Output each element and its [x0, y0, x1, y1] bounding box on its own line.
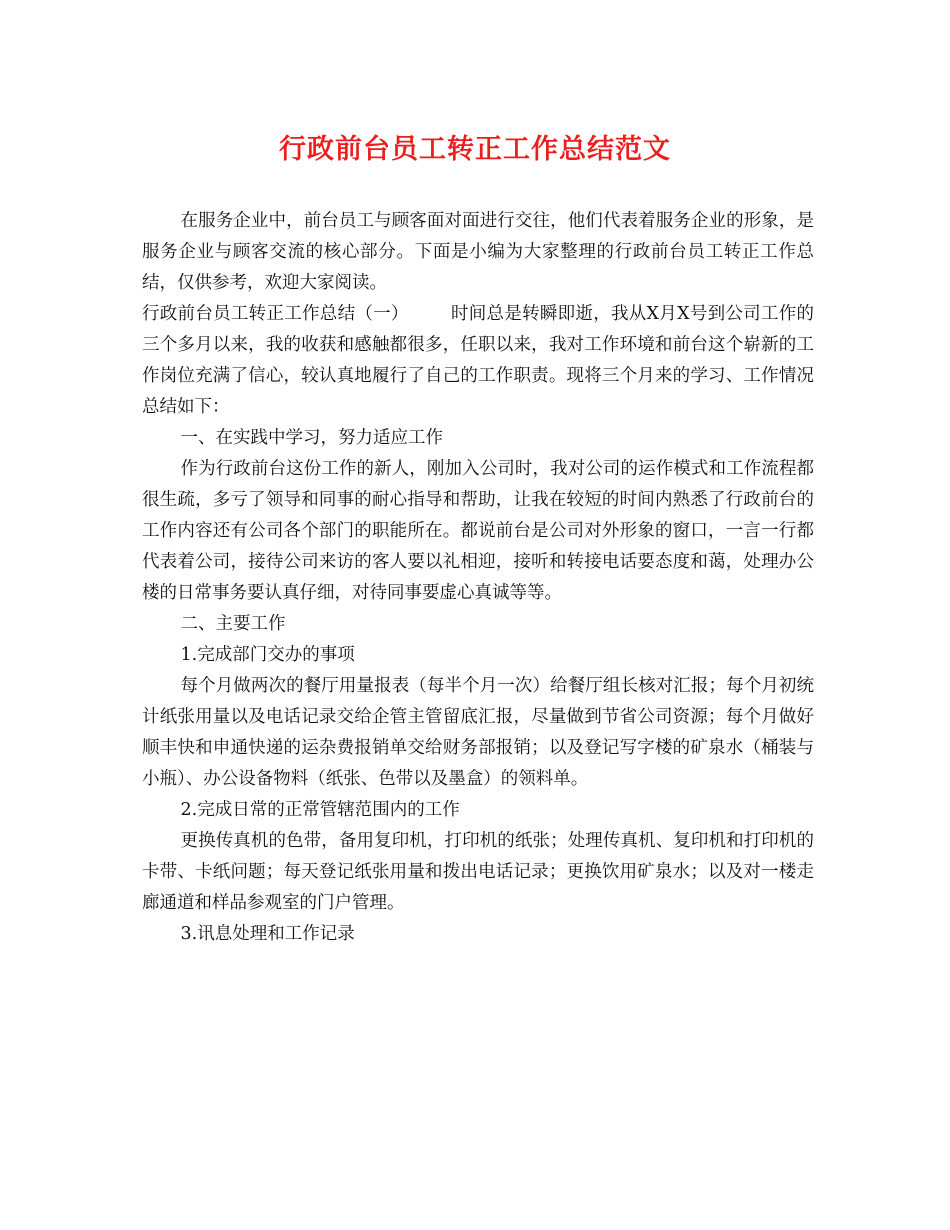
intro-paragraph: 在服务企业中，前台员工与顾客面对面进行交往，他们代表着服务企业的形象，是服务企业与顾客交流的核心部分。下面是小编为大家整理的行政前台员工转正工作总结，仅供参考，欢迎大家阅读。: [142, 211, 814, 293]
heading-main-work: 二、主要工作: [180, 614, 286, 634]
section1-opening: 时间总是转瞬即逝，我从X月X号到公司工作的三个多月以来，我的收获和感触都很多，任职以来，我对工作环境和前台这个崭新的工作岗位充满了信心，较认真地履行了自己的工作职责。现将三个月来的学习、工作情况总结如下：: [142, 304, 814, 417]
heading-practice: 一、在实践中学习，努力适应工作: [180, 428, 443, 448]
department-tasks-paragraph: 每个月做两次的餐厅用量报表（每半个月一次）给餐厅组长核对汇报；每个月初统计纸张用量以及电话记录交给企管主管留底汇报，尽量做到节省公司资源；每个月做好顺丰快和申通快递的运杂费报销单交给财务部报销；以及登记写字楼的矿泉水（桶装与小瓶）、办公设备物料（纸张、色带以及墨盒）的领料单。: [142, 676, 814, 789]
section1-title: 行政前台员工转正工作总结（一）: [142, 304, 409, 324]
subheading-department-tasks: 1.完成部门交办的事项: [180, 645, 355, 665]
section1-paragraph: [142, 299, 814, 423]
daily-work-paragraph: 更换传真机的色带，备用复印机，打印机的纸张；处理传真机、复印机和打印机的卡带、卡纸问题；每天登记纸张用量和拨出电话记录；更换饮用矿泉水；以及对一楼走廊通道和样品参观室的门户管理。: [142, 831, 814, 913]
document-body: [142, 206, 814, 950]
practice-paragraph: 作为行政前台这份工作的新人，刚加入公司时，我对公司的运作模式和工作流程都很生疏，多亏了领导和同事的耐心指导和帮助，让我在较短的时间内熟悉了行政前台的工作内容还有公司各个部门的职能所在。都说前台是公司对外形象的窗口，一言一行都代表着公司，接待公司来访的客人要以礼相迎，接听和转接电话要态度和蔼，处理办公楼的日常事务要认真仔细，对待同事要虚心真诚等等。: [142, 459, 814, 603]
subheading-info-processing: 3.讯息处理和工作记录: [180, 924, 355, 944]
subheading-daily-work: 2.完成日常的正常管辖范围内的工作: [180, 800, 460, 820]
document-title: 行政前台员工转正工作总结范文: [279, 134, 671, 165]
